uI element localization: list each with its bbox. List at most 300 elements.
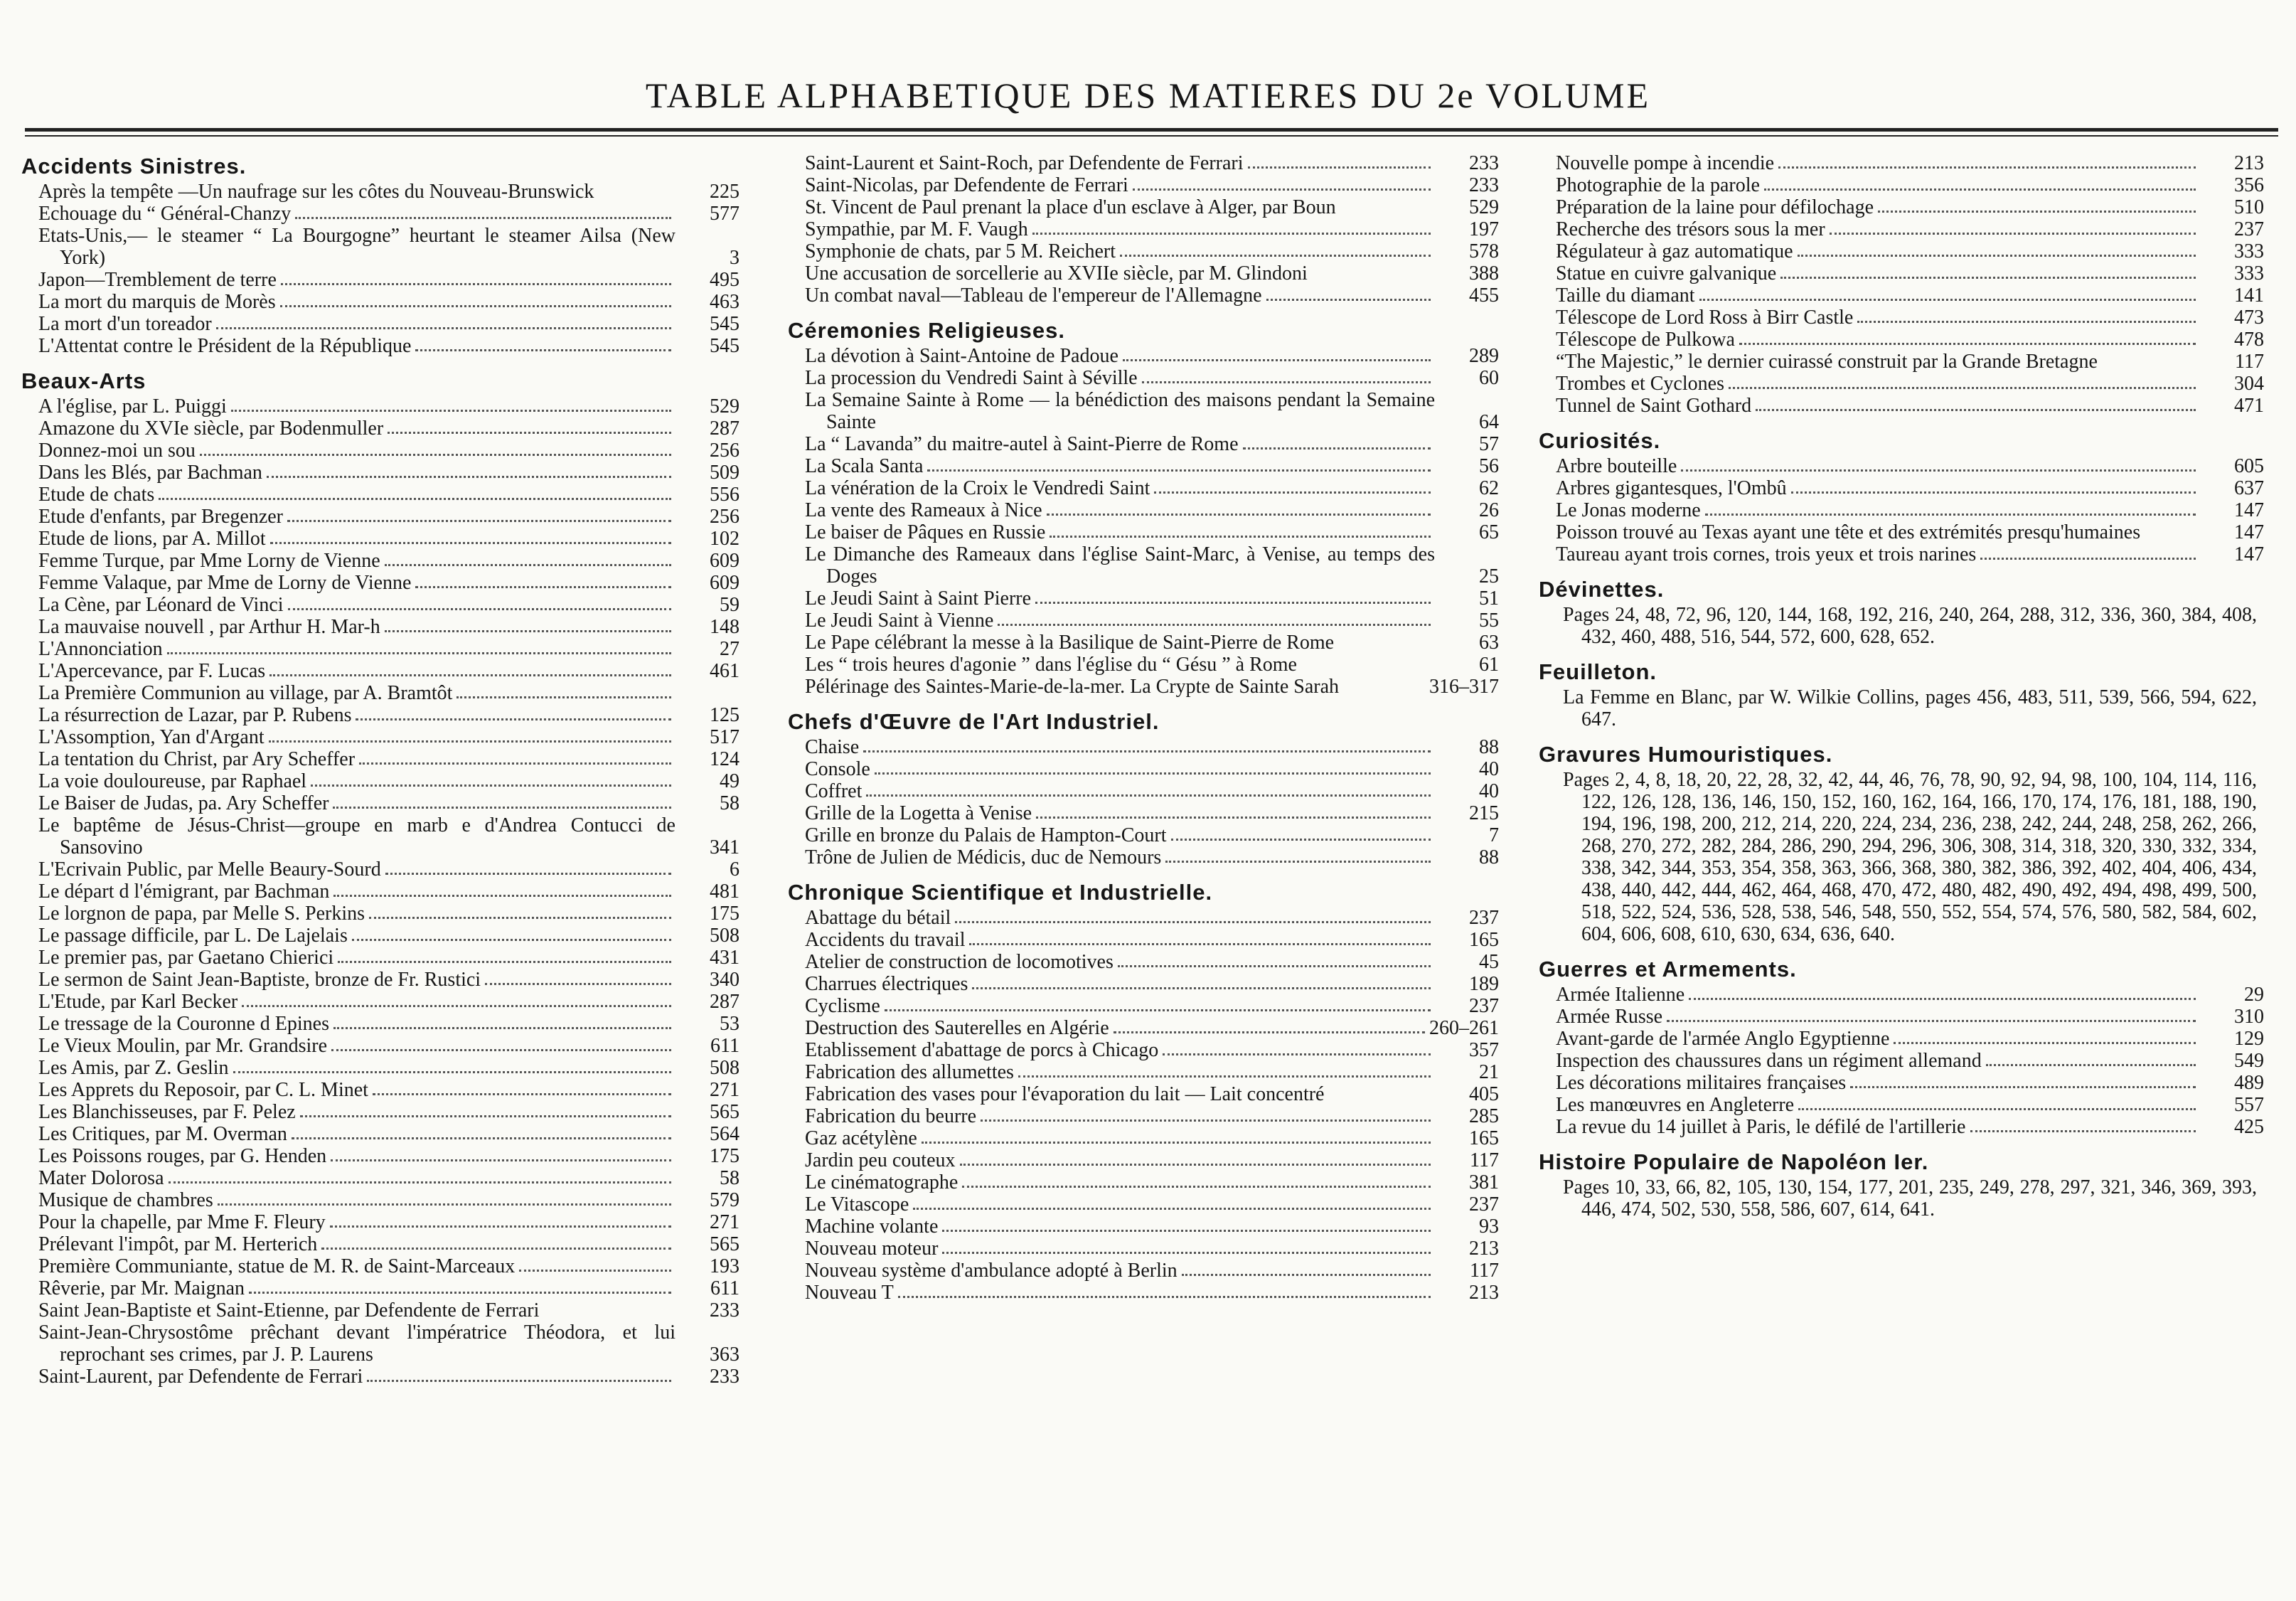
- index-entry: [21, 225, 739, 269]
- entry-title: Arbres gigantesques, l'Ombû: [1556, 477, 1787, 499]
- index-entry: [21, 1123, 739, 1145]
- leader-dots: [1154, 491, 1431, 494]
- leader-dots: [388, 432, 671, 434]
- leader-dots: [969, 943, 1431, 945]
- entry-page-number: 237: [1469, 907, 1499, 929]
- entry-title: St. Vincent de Paul prenant la place d'un esclave à Alger, par Boun: [805, 196, 1336, 218]
- entry-page-number: 147: [2234, 543, 2264, 565]
- leader-dots: [1878, 211, 2196, 213]
- index-entry: [21, 660, 739, 682]
- entry-title: Télescope de Lord Ross à Birr Castle: [1556, 307, 1854, 329]
- index-entry: [21, 335, 739, 357]
- entry-page-number: 60: [1479, 367, 1499, 389]
- section-heading: Feuilleton.: [1539, 659, 1657, 684]
- entry-page-number: 233: [1469, 174, 1499, 196]
- entry-page-number: 233: [710, 1366, 739, 1388]
- entry-page-number: 495: [710, 269, 739, 291]
- leader-dots: [385, 564, 671, 566]
- entry-page-number: 237: [2234, 218, 2264, 240]
- leader-dots: [998, 624, 1431, 626]
- entry-title: Le Pape célébrant la messe à la Basilique de Saint-Pierre de Rome: [805, 632, 1335, 654]
- leader-dots: [331, 1159, 671, 1161]
- index-entry: [21, 704, 739, 726]
- entry-page-number: 549: [2234, 1050, 2264, 1072]
- index-entry: [21, 682, 739, 704]
- entry-page-number: 340: [710, 969, 739, 991]
- index-entry: [788, 218, 1499, 240]
- leader-dots: [863, 750, 1431, 752]
- entry-page-number: 473: [2234, 307, 2264, 329]
- entry-title: Coffret: [805, 780, 863, 802]
- index-entry: [1539, 307, 2264, 329]
- entry-title: La résurrection de Lazar, par P. Rubens: [38, 704, 352, 726]
- leader-dots: [216, 327, 671, 329]
- leader-dots: [269, 740, 671, 743]
- leader-dots: [288, 608, 671, 610]
- entry-page-number: 481: [710, 881, 739, 903]
- index-entry: [1539, 329, 2264, 351]
- index-entry: [788, 632, 1499, 654]
- entry-title: Le sermon de Saint Jean-Baptiste, bronze de Fr. Rustici: [38, 969, 481, 991]
- entry-page-number: 237: [1469, 1193, 1499, 1216]
- leader-dots: [1729, 387, 2196, 389]
- entry-page-number: 147: [2234, 499, 2264, 521]
- entry-title: Sympathie, par M. F. Vaugh: [805, 218, 1028, 240]
- leader-dots: [1036, 817, 1431, 819]
- leader-dots: [885, 1009, 1431, 1011]
- index-column-2: [788, 152, 1499, 1315]
- leader-dots: [1970, 1130, 2196, 1132]
- index-entry: [788, 1260, 1499, 1282]
- index-entry: [21, 417, 739, 440]
- leader-dots: [311, 784, 671, 787]
- index-entry: [788, 846, 1499, 868]
- index-section: [1539, 659, 2264, 730]
- entry-title: Recherche des trésors sous la mer: [1556, 218, 1825, 240]
- index-entry: [788, 929, 1499, 951]
- entry-title: Femme Turque, par Mme Lorny de Vienne: [38, 550, 380, 572]
- leader-dots: [270, 542, 671, 544]
- leader-dots: [1123, 359, 1431, 361]
- entry-page-number: 233: [1469, 152, 1499, 174]
- entry-page-number: 189: [1469, 973, 1499, 995]
- entry-page-number: 21: [1479, 1061, 1499, 1083]
- page-list: Pages 2, 4, 8, 18, 20, 22, 28, 32, 42, 44, 46, 76, 78, 90, 92, 94, 98, 100, 104, 114, 116, 122, 126, 128, 136, 146, 150, 152, 160, 162, 164, 166, 170, 174, 176, 181, 188, 190, 194, 196, 198, 200, 212, 214, 220, 224, 234, 236, 238, 242, 244, 248, 258, 262, 266, 268, 270, 272, 282, 284, 286, 290, 294, 296, 306, 308, 314, 318, 320, 330, 332, 334, 338, 342, 344, 353, 354, 358, 363, 366, 368, 380, 382, 386, 392, 402, 404, 406, 434, 438, 440, 442, 444, 462, 464, 468, 470, 472, 480, 482, 490, 492, 494, 498, 499, 500, 518, 522, 524, 536, 528, 538, 546, 548, 550, 552, 554, 574, 576, 580, 582, 584, 602, 604, 606, 608, 610, 630, 634, 636, 640.: [1563, 769, 2257, 945]
- leader-dots: [1894, 1042, 2196, 1044]
- index-entry: [788, 174, 1499, 196]
- entry-title: Destruction des Sauterelles en Algérie: [805, 1017, 1109, 1039]
- entry-page-number: 197: [1469, 218, 1499, 240]
- entry-page-number: 577: [710, 203, 739, 225]
- entry-title: Accidents du travail: [805, 929, 966, 951]
- entry-title: Trône de Julien de Médicis, duc de Nemours: [805, 846, 1162, 868]
- entry-title: Le baiser de Pâques en Russie: [805, 521, 1046, 543]
- leader-dots: [1133, 188, 1431, 191]
- entry-title: Les Amis, par Z. Geslin: [38, 1057, 229, 1079]
- entry-page-number: 117: [1470, 1149, 1499, 1171]
- entry-title: La voie douloureuse, par Raphael: [38, 770, 307, 792]
- index-entry: [21, 313, 739, 335]
- entry-page-number: 510: [2234, 196, 2264, 218]
- entry-title: Les manœuvres en Angleterre: [1556, 1094, 1795, 1116]
- entry-page-number: 3: [730, 247, 739, 269]
- entry-page-number: 611: [710, 1035, 739, 1057]
- entry-title: Le Vitascope: [805, 1193, 909, 1216]
- entry-page-number: 431: [710, 947, 739, 969]
- entry-title: Le baptême de Jésus-Christ—groupe en marb e d'Andrea Contucci de Sansovino: [38, 814, 676, 858]
- index-entry: [1539, 262, 2264, 284]
- entry-title: Poisson trouvé au Texas ayant une tête et des extrémités presqu'humaines: [1556, 521, 2141, 543]
- entry-title: Jardin peu couteux: [805, 1149, 956, 1171]
- index-entry: [788, 1127, 1499, 1149]
- leader-dots: [333, 1027, 671, 1029]
- index-entry: [1539, 984, 2264, 1006]
- entry-page-number: 40: [1479, 780, 1499, 802]
- entry-title: Taille du diamant: [1556, 284, 1695, 307]
- entry-title: Préparation de la laine pour défilochage: [1556, 196, 1874, 218]
- entry-title: Femme Valaque, par Mme de Lorny de Vienne: [38, 572, 412, 594]
- entry-page-number: 25: [1479, 565, 1499, 587]
- entry-title: Grille en bronze du Palais de Hampton-Court: [805, 824, 1167, 846]
- entry-page-number: 7: [1489, 824, 1499, 846]
- entry-page-number: 55: [1479, 610, 1499, 632]
- index-entry: [788, 1238, 1499, 1260]
- leader-dots: [1798, 1108, 2196, 1110]
- leader-dots: [373, 1093, 671, 1095]
- index-entry: [21, 925, 739, 947]
- entry-page-number: 260–261: [1429, 1017, 1499, 1039]
- entry-page-number: 557: [2234, 1094, 2264, 1116]
- entry-title: Les décorations militaires françaises: [1556, 1072, 1847, 1094]
- entry-page-number: 45: [1479, 951, 1499, 973]
- index-entry: [21, 1321, 739, 1366]
- entry-title: Mater Dolorosa: [38, 1167, 164, 1189]
- entry-title: La mort du marquis de Morès: [38, 291, 276, 313]
- entry-page-number: 165: [1469, 1127, 1499, 1149]
- index-entry: [788, 1149, 1499, 1171]
- entry-page-number: 64: [1479, 411, 1499, 433]
- entry-title: La dévotion à Saint-Antoine de Padoue: [805, 345, 1118, 367]
- index-entry: [21, 616, 739, 638]
- entry-page-number: 58: [720, 1167, 739, 1189]
- entry-page-number: 129: [2234, 1028, 2264, 1050]
- index-entry: [21, 903, 739, 925]
- entry-title: Etude d'enfants, par Bregenzer: [38, 506, 283, 528]
- entry-title: La “ Lavanda” du maitre-autel à Saint-Pierre de Rome: [805, 433, 1239, 455]
- entry-page-number: 508: [710, 1057, 739, 1079]
- leader-dots: [280, 305, 671, 307]
- entry-title: L'Ecrivain Public, par Melle Beaury-Sourd: [38, 858, 381, 881]
- entry-title: Régulateur à gaz automatique: [1556, 240, 1793, 262]
- index-entry: [788, 1083, 1499, 1105]
- entry-title: Saint-Nicolas, par Defendente de Ferrari: [805, 174, 1128, 196]
- leader-dots: [249, 1292, 671, 1294]
- index-entry: [788, 1105, 1499, 1127]
- index-entry: [788, 1216, 1499, 1238]
- index-entry: [21, 1299, 739, 1321]
- leader-dots: [159, 498, 671, 500]
- entry-title: Première Communiante, statue de M. R. de Saint-Marceaux: [38, 1255, 516, 1277]
- entry-title: Donnez-moi un sou: [38, 440, 196, 462]
- entry-page-number: 102: [710, 528, 739, 550]
- index-entry: [788, 367, 1499, 389]
- index-entry: [788, 654, 1499, 676]
- leader-dots: [1142, 381, 1431, 383]
- entry-page-number: 271: [710, 1079, 739, 1101]
- entry-title: Fabrication des vases pour l'évaporation du lait — Lait concentré: [805, 1083, 1325, 1105]
- entry-page-number: 29: [2244, 984, 2264, 1006]
- leader-dots: [927, 469, 1431, 472]
- entry-title: Le tressage de la Couronne d Epines: [38, 1013, 329, 1035]
- entry-page-number: 363: [710, 1344, 739, 1366]
- entry-title: Tunnel de Saint Gothard: [1556, 395, 1752, 417]
- index-entry: [788, 1171, 1499, 1193]
- index-entry: [788, 345, 1499, 367]
- entry-title: La Scala Santa: [805, 455, 924, 477]
- entry-page-number: 405: [1469, 1083, 1499, 1105]
- entry-title: Console: [805, 758, 870, 780]
- index-entry: [21, 291, 739, 313]
- entry-title: A l'église, par L. Puiggi: [38, 395, 227, 417]
- entry-title: Prélevant l'impôt, par M. Herterich: [38, 1233, 318, 1255]
- index-entry: [788, 240, 1499, 262]
- entry-title: Avant-garde de l'armée Anglo Egyptienne: [1556, 1028, 1890, 1050]
- index-entry: [788, 521, 1499, 543]
- index-entry: [21, 1101, 739, 1123]
- leader-dots: [1165, 861, 1431, 863]
- page-list: La Femme en Blanc, par W. Wilkie Collins, pages 456, 483, 511, 539, 566, 594, 622, 647.: [1563, 686, 2257, 730]
- entry-page-number: 425: [2234, 1116, 2264, 1138]
- leader-dots: [338, 961, 671, 963]
- entry-page-number: 545: [710, 335, 739, 357]
- index-entry: [21, 181, 739, 203]
- index-entry: [21, 1035, 739, 1057]
- page-list: Pages 10, 33, 66, 82, 105, 130, 154, 177, 201, 235, 249, 278, 297, 321, 346, 369, 393, 446, 474, 502, 530, 558, 586, 607, 614, 641.: [1563, 1176, 2257, 1220]
- index-entry: [21, 881, 739, 903]
- entry-page-number: 579: [710, 1189, 739, 1211]
- index-entry: [1539, 1006, 2264, 1028]
- index-entry: [21, 1167, 739, 1189]
- entry-title: Statue en cuivre galvanique: [1556, 262, 1777, 284]
- entry-page-number: 310: [2234, 1006, 2264, 1028]
- entry-page-number: 285: [1469, 1105, 1499, 1127]
- index-section: [1539, 428, 2264, 565]
- entry-page-number: 175: [710, 1145, 739, 1167]
- index-column-3: [1539, 152, 2264, 1232]
- entry-page-number: 609: [710, 550, 739, 572]
- entry-title: L'Attentat contre le Président de la République: [38, 335, 412, 357]
- entry-title: Les “ trois heures d'agonie ” dans l'église du “ Gésu ” à Rome: [805, 654, 1297, 676]
- entry-title: Machine volante: [805, 1216, 939, 1238]
- leader-dots: [1850, 1086, 2196, 1088]
- entry-page-number: 49: [720, 770, 739, 792]
- leader-dots: [385, 630, 671, 632]
- entry-page-number: 61: [1479, 654, 1499, 676]
- index-entry: [788, 196, 1499, 218]
- section-heading: Chronique Scientifique et Industrielle.: [788, 880, 1213, 905]
- entry-title: Cyclisme: [805, 995, 880, 1017]
- entry-title: La Première Communion au village, par A. Bramtôt: [38, 682, 453, 704]
- entry-title: Le Jeudi Saint à Saint Pierre: [805, 587, 1032, 610]
- entry-title: La Cène, par Léonard de Vinci: [38, 594, 284, 616]
- entry-title: Les Blanchisseuses, par F. Pelez: [38, 1101, 296, 1123]
- index-entry: [1539, 373, 2264, 395]
- index-entry: [788, 499, 1499, 521]
- entry-title: Un combat naval—Tableau de l'empereur de l'Allemagne: [805, 284, 1262, 307]
- leader-dots: [913, 1208, 1431, 1210]
- entry-title: L'Apercevance, par F. Lucas: [38, 660, 266, 682]
- leader-dots: [331, 1049, 671, 1051]
- entry-title: Les Critiques, par M. Overman: [38, 1123, 287, 1145]
- entry-page-number: 455: [1469, 284, 1499, 307]
- leader-dots: [1243, 447, 1431, 450]
- entry-title: Chaise: [805, 736, 860, 758]
- entry-title: Etats-Unis,— le steamer “ La Bourgogne” heurtant le steamer Ailsa (New York): [38, 225, 676, 269]
- entry-page-number: 165: [1469, 929, 1499, 951]
- leader-dots: [1667, 1020, 2196, 1022]
- entry-page-number: 316–317: [1429, 676, 1499, 698]
- index-entry: [788, 284, 1499, 307]
- leader-dots: [1114, 1031, 1425, 1033]
- entry-title: Pélérinage des Saintes-Marie-de-la-mer. La Crypte de Sainte Sarah: [805, 676, 1340, 698]
- leader-dots: [1986, 1064, 2196, 1066]
- entry-page-number: 124: [710, 748, 739, 770]
- index-entry: [1539, 1028, 2264, 1050]
- entry-title: Saint-Laurent et Saint-Roch, par Defendente de Ferrari: [805, 152, 1244, 174]
- index-entry: [788, 477, 1499, 499]
- entry-title: La revue du 14 juillet à Paris, le défilé de l'artillerie: [1556, 1116, 1966, 1138]
- entry-title: Etude de lions, par A. Millot: [38, 528, 266, 550]
- entry-page-number: 333: [2234, 240, 2264, 262]
- leader-dots: [352, 939, 671, 941]
- entry-title: Le premier pas, par Gaetano Chierici: [38, 947, 334, 969]
- entry-page-number: 357: [1469, 1039, 1499, 1061]
- index-entry: [21, 395, 739, 417]
- index-entry: [788, 780, 1499, 802]
- index-entry: [1539, 1116, 2264, 1138]
- entry-title: La mauvaise nouvell , par Arthur H. Mar-h: [38, 616, 380, 638]
- leader-dots: [1032, 233, 1431, 235]
- leader-dots: [875, 772, 1431, 775]
- index-entry: [21, 440, 739, 462]
- index-entry: [788, 951, 1499, 973]
- entry-page-number: 51: [1479, 587, 1499, 610]
- index-section: [21, 368, 739, 1388]
- index-entry: [1539, 196, 2264, 218]
- leader-dots: [1163, 1053, 1431, 1055]
- entry-title: La tentation du Christ, par Ary Scheffer: [38, 748, 356, 770]
- page-title: TABLE ALPHABETIQUE DES MATIERES DU 2e VOLUME: [645, 75, 1651, 115]
- leader-dots: [359, 762, 671, 765]
- leader-dots: [233, 1071, 671, 1073]
- index-entry: [1539, 543, 2264, 565]
- leader-dots: [1047, 514, 1431, 516]
- entry-page-number: 489: [2234, 1072, 2264, 1094]
- index-section: [788, 880, 1499, 1304]
- index-entry: [21, 1189, 739, 1211]
- index-entry: [788, 1193, 1499, 1216]
- leader-dots: [330, 1225, 671, 1228]
- entry-page-number: 356: [2234, 174, 2264, 196]
- entry-page-number: 40: [1479, 758, 1499, 780]
- leader-dots: [218, 1203, 671, 1206]
- leader-dots: [385, 873, 671, 875]
- entry-page-number: 463: [710, 291, 739, 313]
- section-heading: Gravures Humouristiques.: [1539, 742, 1833, 767]
- index-entry: [21, 594, 739, 616]
- entry-page-number: 147: [2234, 521, 2264, 543]
- entry-page-number: 333: [2234, 262, 2264, 284]
- section-heading: Beaux-Arts: [21, 368, 146, 393]
- index-entry: [1539, 284, 2264, 307]
- index-entry: [21, 506, 739, 528]
- leader-dots: [1764, 188, 2196, 191]
- index-entry: [21, 947, 739, 969]
- entry-title: Nouveau moteur: [805, 1238, 939, 1260]
- entry-page-number: 6: [730, 858, 739, 881]
- index-entry: [788, 973, 1499, 995]
- index-entry: [788, 758, 1499, 780]
- leader-dots: [1980, 558, 2196, 560]
- entry-page-number: 388: [1469, 262, 1499, 284]
- index-entry: [21, 858, 739, 881]
- entry-page-number: 565: [710, 1101, 739, 1123]
- leader-dots: [300, 1115, 671, 1117]
- index-entry: [788, 907, 1499, 929]
- index-entry: [1539, 521, 2264, 543]
- index-entry: [788, 1017, 1499, 1039]
- index-entry: [788, 433, 1499, 455]
- index-section: [1539, 577, 2264, 648]
- leader-dots: [972, 987, 1431, 989]
- index-entry: [1539, 455, 2264, 477]
- index-entry: [21, 1233, 739, 1255]
- entry-page-number: 637: [2234, 477, 2264, 499]
- entry-page-number: 287: [710, 417, 739, 440]
- index-entry: [21, 203, 739, 225]
- entry-page-number: 175: [710, 903, 739, 925]
- entry-title: Charrues électriques: [805, 973, 968, 995]
- leader-dots: [200, 454, 671, 456]
- entry-page-number: 58: [720, 792, 739, 814]
- index-section: [788, 318, 1499, 698]
- index-entry: [788, 676, 1499, 698]
- leader-dots: [981, 1119, 1431, 1122]
- index-entry: [21, 1255, 739, 1277]
- entry-title: Taureau ayant trois cornes, trois yeux et trois narines: [1556, 543, 1977, 565]
- index-entry: [788, 262, 1499, 284]
- leader-dots: [1756, 409, 2196, 411]
- index-entry: [21, 1145, 739, 1167]
- section-heading: Guerres et Armements.: [1539, 957, 1797, 982]
- entry-page-number: 256: [710, 506, 739, 528]
- index-entry: [21, 462, 739, 484]
- leader-dots: [415, 349, 671, 351]
- entry-page-number: 233: [710, 1299, 739, 1321]
- index-section: [788, 709, 1499, 868]
- entry-page-number: 27: [720, 638, 739, 660]
- index-entry: [21, 1079, 739, 1101]
- entry-page-number: 529: [1469, 196, 1499, 218]
- entry-title: Inspection des chaussures dans un régiment allemand: [1556, 1050, 1982, 1072]
- entry-page-number: 287: [710, 991, 739, 1013]
- entry-page-number: 471: [2234, 395, 2264, 417]
- leader-dots: [955, 921, 1431, 923]
- entry-title: Atelier de construction de locomotives: [805, 951, 1114, 973]
- entry-title: La procession du Vendredi Saint à Séville: [805, 367, 1138, 389]
- leader-dots: [281, 283, 671, 285]
- entry-page-number: 213: [1469, 1238, 1499, 1260]
